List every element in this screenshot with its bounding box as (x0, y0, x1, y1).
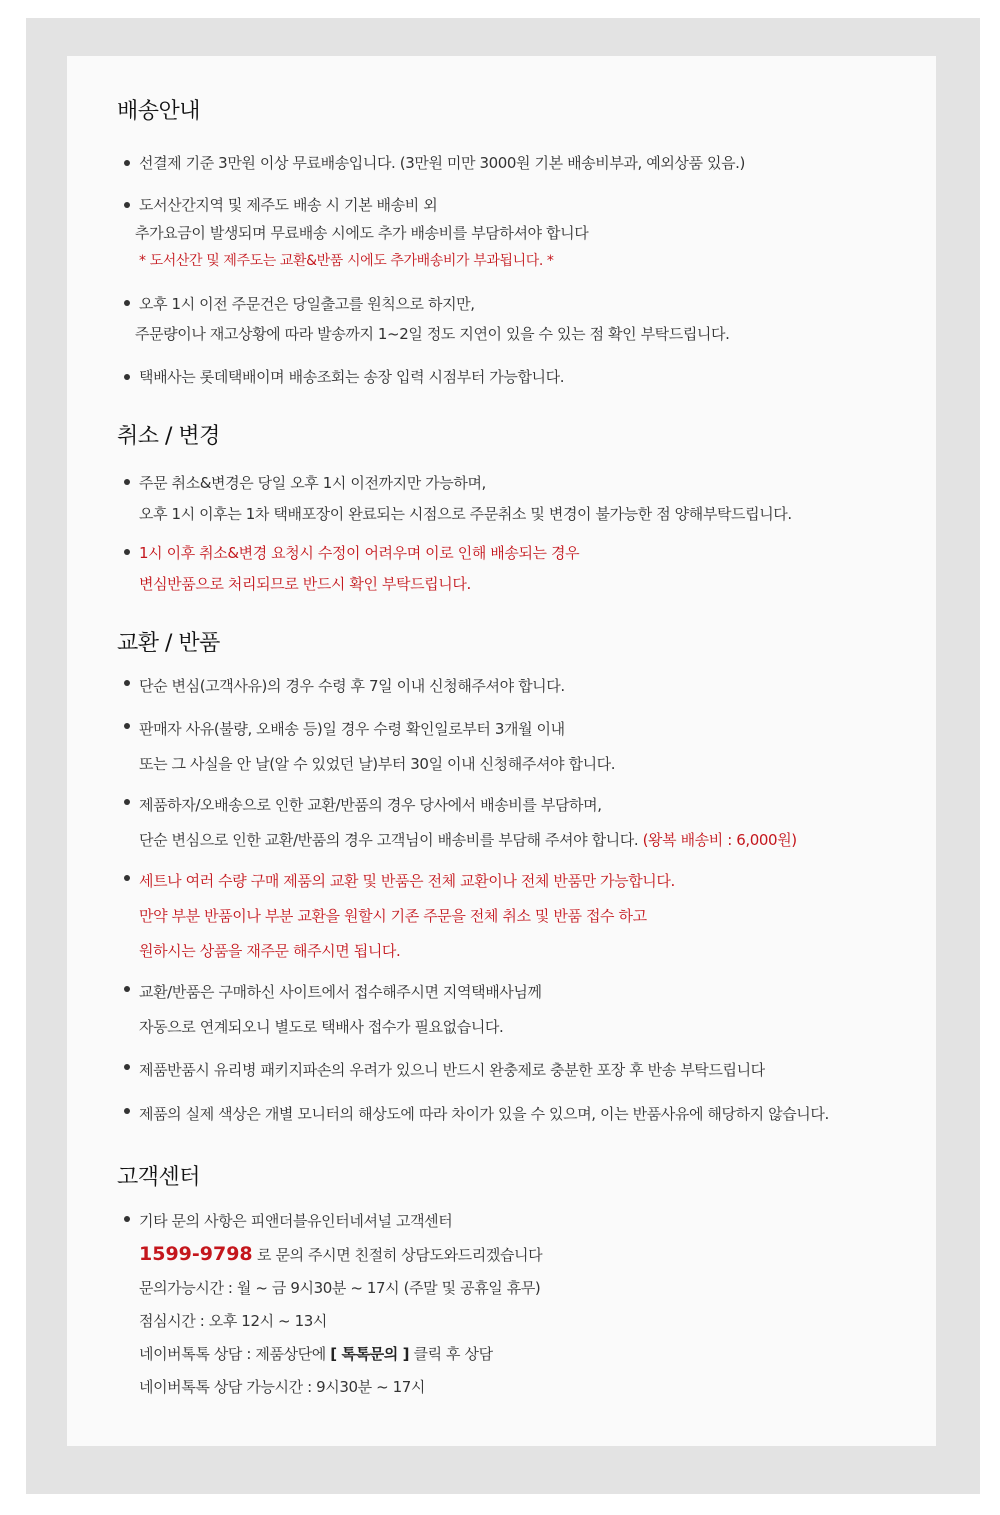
notice-content (117, 94, 917, 1404)
support-title: 고객센터 (117, 1165, 201, 1190)
list-item (117, 669, 917, 704)
exchange-title: 교환 / 반품 (117, 631, 220, 656)
list-item-text: 교환/반품은 구매하신 사이트에서 접수해주시면 지역택배사님께 (139, 983, 542, 1001)
support-talk-hours: 네이버톡톡 상담 가능시간 : 9시30분 ~ 17시 (139, 1378, 426, 1396)
list-item (117, 468, 917, 530)
list-item (117, 1053, 917, 1088)
list-item-text: 주문량이나 재고상황에 따라 발송까지 1~2일 정도 지연이 있을 수 있는 점 확인 부탁드립니다. (135, 325, 730, 343)
list-item-text: 선결제 기준 3만원 이상 무료배송입니다. (3만원 미만 3000원 기본 배송비부과, 예외상품 있음.) (139, 154, 745, 172)
list-item-text: 자동으로 연계되오니 별도로 택배사 접수가 필요없습니다. (139, 1018, 504, 1036)
bundle-return-text: 세트나 여러 수량 구매 제품의 교환 및 반품은 전체 교환이나 전체 반품만 가능합니다. (139, 872, 675, 890)
support-lunch: 점심시간 : 오후 12시 ~ 13시 (139, 1312, 327, 1330)
list-item (117, 191, 917, 275)
list-item-text: 택배사는 롯데택배이며 배송조회는 송장 입력 시점부터 가능합니다. (139, 368, 565, 386)
support-list (117, 1205, 917, 1404)
list-item (117, 289, 917, 349)
cancel-warning-text: 1시 이후 취소&변경 요청시 수정이 어려우며 이로 인해 배송되는 경우 (139, 544, 580, 562)
list-item-text: 단순 변심으로 인한 교환/반품의 경우 고객님이 배송비를 부담해 주셔야 합니다. (139, 831, 639, 849)
cancel-list (117, 468, 917, 600)
support-talk-line (139, 1338, 917, 1371)
list-item (117, 538, 917, 600)
list-item-text: 주문 취소&변경은 당일 오후 1시 이전까지만 가능하며, (139, 474, 486, 492)
list-item-text: 제품하자/오배송으로 인한 교환/반품의 경우 당사에서 배송비를 부담하며, (139, 796, 602, 814)
list-item-text: 단순 변심(고객사유)의 경우 수령 후 7일 이내 신청해주셔야 합니다. (139, 677, 565, 695)
outer-frame (26, 18, 980, 1494)
list-item-text: 추가요금이 발생되며 무료배송 시에도 추가 배송비를 부담하셔야 합니다 (135, 224, 589, 242)
list-item (117, 788, 917, 858)
return-fee: (왕복 배송비 : 6,000원) (642, 831, 797, 849)
list-item-text (139, 823, 917, 858)
bundle-return-text: 만약 부분 반품이나 부분 교환을 원할시 기존 주문을 전체 취소 및 반품 접수 하고 (139, 907, 647, 925)
exchange-list (117, 669, 917, 1132)
list-item (117, 149, 917, 177)
list-item-text: 제품의 실제 색상은 개별 모니터의 해상도에 따라 차이가 있을 수 있으며, 이는 반품사유에 해당하지 않습니다. (139, 1105, 829, 1123)
cancel-warning-text: 변심반품으로 처리되므로 반드시 확인 부탁드립니다. (139, 575, 471, 593)
support-talk-suffix: 클릭 후 상담 (409, 1345, 493, 1363)
shipping-list (117, 149, 917, 391)
list-item (117, 1205, 917, 1404)
support-hours: 문의가능시간 : 월 ~ 금 9시30분 ~ 17시 (주말 및 공휴일 휴무) (139, 1279, 541, 1297)
shipping-title: 배송안내 (117, 99, 201, 124)
list-item-text: 도서산간지역 및 제주도 배송 시 기본 배송비 외 (139, 196, 438, 214)
talk-inquiry-button-label: [ 톡톡문의 ] (330, 1345, 410, 1363)
list-item-text: 판매자 사유(불량, 오배송 등)일 경우 수령 확인일로부터 3개월 이내 (139, 720, 565, 738)
support-phone-number: 1599-9798 (139, 1243, 253, 1265)
support-talk-prefix: 네이버톡톡 상담 : 제품상단에 (139, 1345, 331, 1363)
support-phone-line (139, 1238, 917, 1272)
list-item (117, 1097, 917, 1132)
list-item (117, 864, 917, 969)
list-item-text: 제품반품시 유리병 패키지파손의 우려가 있으니 반드시 완충제로 충분한 포장 후 반송 부탁드립니다 (139, 1061, 765, 1079)
list-item (117, 363, 917, 391)
support-intro: 기타 문의 사항은 피앤더블유인터네셔널 고객센터 (139, 1212, 453, 1230)
shipping-surcharge-note: * 도서산간 및 제주도는 교환&반품 시에도 추가배송비가 부과됩니다. * (139, 253, 554, 269)
list-item (117, 975, 917, 1045)
notice-panel (67, 56, 936, 1446)
support-phone-suffix: 로 문의 주시면 친절히 상담도와드리겠습니다 (252, 1246, 543, 1264)
list-item-text: 또는 그 사실을 안 날(알 수 있었던 날)부터 30일 이내 신청해주셔야 합니다. (139, 755, 616, 773)
cancel-title: 취소 / 변경 (117, 424, 220, 449)
list-item-text: 오후 1시 이전 주문건은 당일출고를 원칙으로 하지만, (139, 295, 475, 313)
list-item-text: 오후 1시 이후는 1차 택배포장이 완료되는 시점으로 주문취소 및 변경이 불가능한 점 양해부탁드립니다. (139, 505, 792, 523)
list-item (117, 712, 917, 782)
bundle-return-text: 원하시는 상품을 재주문 해주시면 됩니다. (139, 942, 401, 960)
